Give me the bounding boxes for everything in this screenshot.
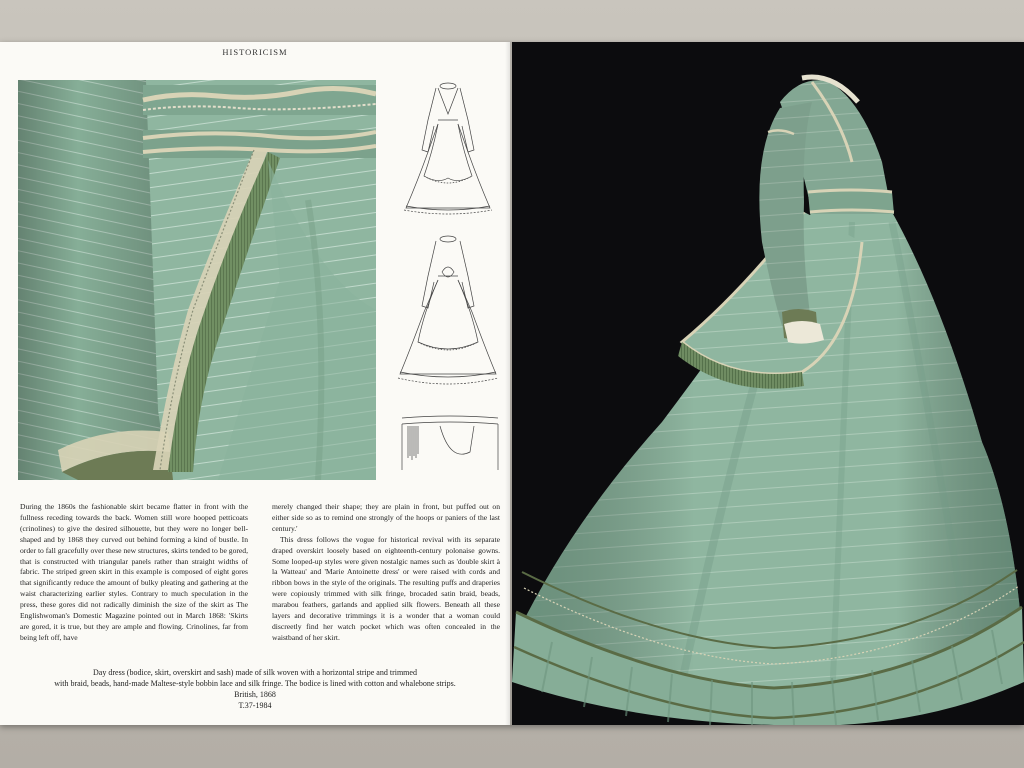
detail-photo-sleeve-fringe [18,80,376,480]
sketch-front-view [398,80,498,218]
caption-line: with braid, beads, hand-made Maltese-style bobbin lace and silk fringe. The bodice is lined with cotton and whalebone strips. [54,679,456,688]
running-head: HISTORICISM [222,47,288,57]
body-text-column-2 [272,502,500,644]
paragraph: During the 1860s the fashionable skirt became flatter in front with the fullness receding towards the back. Women still wore hooped petticoats (crinolines) to give the desired silhouette, but they were no longer bell-shaped and by 1868 they curved out behind forming a kind of bustle. In order to fall gracefully over these new structures, skirts tended to be gored, that is constructed with triangular panels rather than straight widths of fabric. The striped green skirt in this example is composed of eight gores that significantly reduce the amount of bulky pleating and gathering at the waist characterizing earlier styles. Contrary to much speculation in the press, these gores did not radically diminish the size of the skirt as The Englishwoman's Domestic Magazine pointed out in March 1868: 'Skirts are gored, it is true, but they are ample and flowing. Crinolines, far from being left off, have [20,502,248,642]
caption-line: British, 1868 [234,690,276,699]
figure-caption [10,667,500,711]
sketch-waistband-detail [400,412,500,472]
sketch-back-view [394,232,502,392]
caption-line: T.37-1984 [238,701,272,710]
body-text-column-1 [20,502,248,644]
left-page [0,42,510,725]
caption-line: Day dress (bodice, skirt, overskirt and sash) made of silk woven with a horizontal stripe and trimmed [93,668,417,677]
paragraph: This dress follows the vogue for historical revival with its separate draped overskirt loosely based on eighteenth-century polonaise gowns. Some looped-up styles were given nostalgic names such as 'double skirt à la Watteau' and 'Marie Antoinette dress' or were raised with cords and ribbon bows in the style of the originals. The resulting puffs and draperies were copiously trimmed with silk fringe, brocaded satin braid, beads, marabou feathers, garlands and applied silk flowers. Beneath all these layers and decorative trimmings it is a wonder that a woman could discreetly find her watch pocket which was often concealed in the waistband of her skirt. [272,534,500,642]
dress-photo [512,42,1024,725]
book-spread [0,42,1024,725]
right-page [512,42,1024,725]
paragraph: merely changed their shape; they are plain in front, but puffed out on either side so as to remind one strongly of the hoops or paniers of the last century.' [272,502,500,533]
